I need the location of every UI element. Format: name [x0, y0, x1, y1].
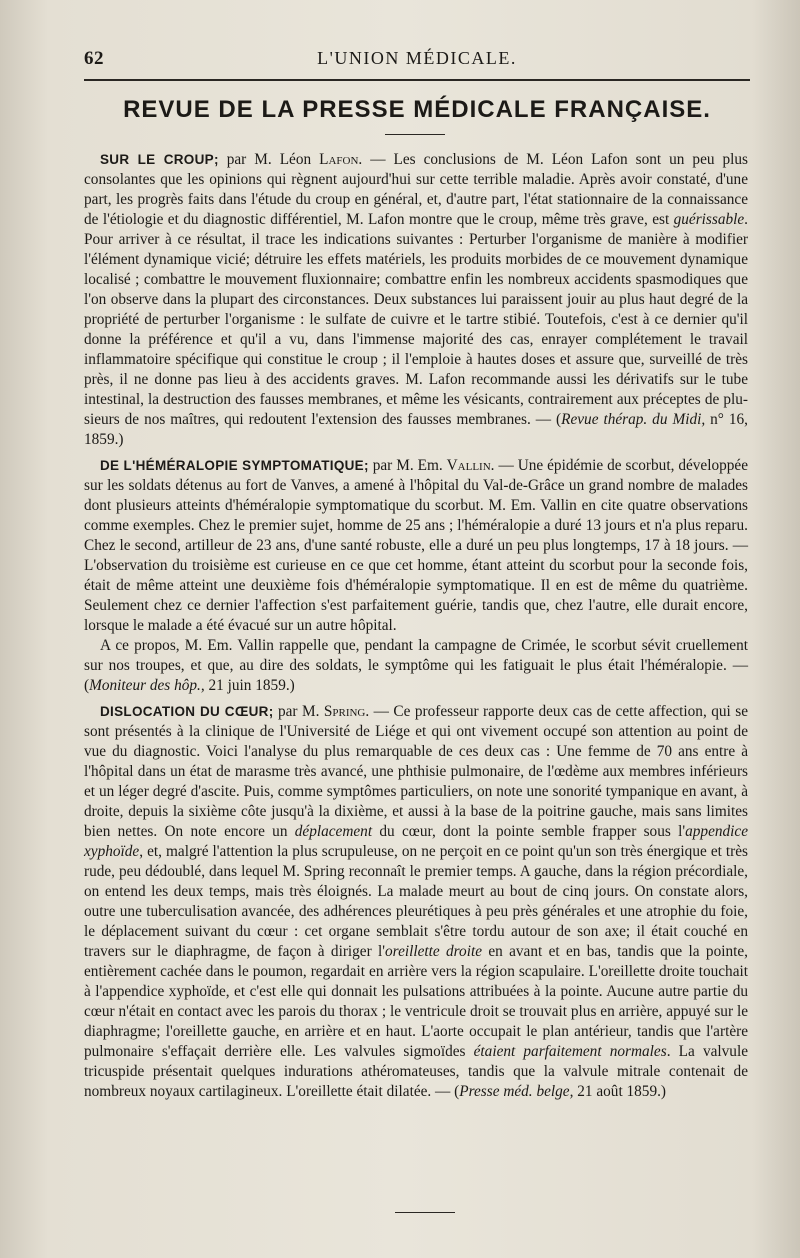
article-hemeralopie: DE L'HÉMÉRALOPIE SYMPTOMATIQUE; par M. Em. Vallin. — Une épidémie de scorbut, développée sur les soldats détenus au fort de Vanves, a amené à l'hôpital du Val-de-Grâce un grand nombre de malades dont plusieurs atteints d'héméralopie symptomatique du scorbut. M. Em. Vallin en cite quatre observations comme exemples. Chez le premier sujet, homme de 25 ans ; l'héméralopie a duré 13 jours et n'a plus reparu. Chez le second, artilleur de 23 ans, d'une santé robuste, elle a duré un peu plus longtemps, 17 à 18 jours. — L'observation du troisième est curieuse en ce que cet homme, étant atteint du scorbut pour la seconde fois, était de même atteint une deuxième fois d'héméralopie symptomatique. Il en est de même du quatrième. Seulement chez ce dernier l'affection s'est parfaitement guérie, tandis que, chez l'autre, elle durait encore, lorsque le malade a été évacué sur un autre hôpital. [84, 457, 748, 634]
author-name: Vallin [446, 457, 491, 474]
title-rule [385, 134, 445, 135]
article-heading: SUR LE CROUP; [100, 152, 219, 167]
header-rule [84, 79, 750, 81]
end-rule [395, 1212, 455, 1213]
article-text [84, 150, 748, 1102]
page-number: 62 [84, 48, 104, 69]
source-citation: Presse méd. belge, [459, 1083, 574, 1100]
article-dislocation: DISLOCATION DU CŒUR; par M. Spring. — Ce professeur rapporte deux cas de cette affection, qui se sont présentés à la clinique de l'Université de Liége et qui ont vivement occupé son attention au point de vue du diagnostic. Voici l'analyse du plus remarquable de ces deux cas : Une femme de 70 ans entre à l'hôpital dans un état de marasme très avancé, une phthisie pulmonaire, de l'œdème aux membres inférieurs et un léger degré d'ascite. Puis, comme symptômes particuliers, on note une sonorité tympanique en avant, à droite, depuis la sixième côte jusqu'à la dixième, et aussi à la base de la poitrine gauche, mais sans limites bien nettes. On note encore un déplacement du cœur, dont la pointe semble frapper sous l'appendice xyphoïde, et, malgré l'attention la plus scrupuleuse, on ne perçoit en ce point qu'un son très énergique et très rude, peu dédoublé, dans lequel M. Spring reconnaît le premier temps. A gauche, dans la région précordiale, on entend les deux temps, mais très éloignés. La malade meurt au bout de cinq jours. On constate alors, outre une tuberculisation avancée, des adhérences pleurétiques à peu près générales et une atrophie du foie, le déplacement suivant du cœur : cet organe semblait s'être tordu autour de son axe; il était couché en travers sur le diaphragme, de façon à diriger l'oreillette droite en avant et en bas, tandis que la pointe, entièrement cachée dans le poumon, regardait en arrière vers la région scapulaire. L'oreillette droite touchait à l'appendice xyphoïde, et c'est elle qui donnait les pulsations attribuées à la pointe. Aucune autre partie du cœur n'était en contact avec les parois du thorax ; le ventricule droit se trouvait plus en arrière, appuyé sur le diaphragme; l'oreillette gauche, en arrière et en haut. L'aorte occupait le plan antérieur, tandis que l'artère pulmonaire s'effaçait derrière elle. Les valvules sigmoïdes étaient parfaitement normales. La valvule tricuspide présentait quelques indurations athéromateuses, tandis que la valvule mitrale contenait de nombreux noyaux cartilagineux. L'oreillette était dilatée. — (Presse méd. belge, 21 août 1859.) [84, 703, 748, 1100]
source-citation: Moniteur des hôp., [89, 677, 205, 694]
article-croup: SUR LE CROUP; par M. Léon Lafon. — Les conclusions de M. Léon Lafon sont un peu plus consolantes que les opinions qui règnent aujourd'hui sur cette terrible maladie. Après avoir constaté, d'une part, les progrès faits dans l'étude du croup en général, et, d'autre part, l'état stationnaire de la connaissance de l'étiologie et du diagnostic différentiel, M. Lafon montre que le croup, même très grave, est guérissable. Pour arriver à ce résultat, il trace les indications suivantes : Perturber l'organisme de manière à modifier l'élément dynamique vicié; détruire les effets matériels, les produits morbides de ce mouvement dynamique localisé ; combattre le mouvement fluxionnaire; combattre enfin les nombreux accidents spasmodiques que l'on observe dans la plupart des circonstances. Deux substances lui paraissent jouir au plus haut degré de la propriété de perturber l'organisme : le sulfate de cuivre et le tartre stibié. Toutefois, c'est à ce dernier qu'il donne la préférence et qu'il a vu, dans l'immense majorité des cas, enrayer complétement le travail inflammatoire spécifique qui constitue le croup ; il l'emploie à hautes doses et assure que, surveillé de très près, il ne donne pas lieu à des accidents graves. M. Lafon recommande aussi les dérivatifs sur le tube intestinal, la destruction des fausses membranes, et même les vésicants, contrairement aux préceptes de plusieurs de nos maîtres, qui redoutent l'extension des fausses membranes. — (Revue thérap. du Midi, n° 16, 1859.) [84, 151, 749, 448]
author-name: Lafon [319, 151, 359, 168]
emphasis: appendice xyphoïde [84, 823, 748, 860]
running-head [84, 44, 750, 74]
emphasis: guérissable [673, 211, 745, 228]
article-hemeralopie-para2: A ce propos, M. Em. Vallin rappelle que, pendant la campagne de Crimée, le scorbut sévit cruellement sur nos troupes, et que, au dire des soldats, le symptôme qui les fatiguait le plus était l'héméralopie. — (Moniteur des hôp., 21 juin 1859.) [84, 637, 748, 694]
author-name: Spring [323, 703, 366, 720]
source-citation: Revue thérap. du Midi, [561, 411, 706, 428]
emphasis: oreillette droite [385, 943, 482, 960]
emphasis: étaient parfaitement normales [473, 1043, 667, 1060]
article-heading: DISLOCATION DU CŒUR; [100, 704, 274, 719]
article-heading: DE L'HÉMÉRALOPIE SYMPTOMATIQUE; [100, 458, 369, 473]
emphasis: déplacement [294, 823, 373, 840]
section-title: REVUE DE LA PRESSE MÉDICALE FRANÇAISE. [123, 96, 711, 123]
journal-title: L'UNION MÉDICALE. [317, 48, 517, 68]
